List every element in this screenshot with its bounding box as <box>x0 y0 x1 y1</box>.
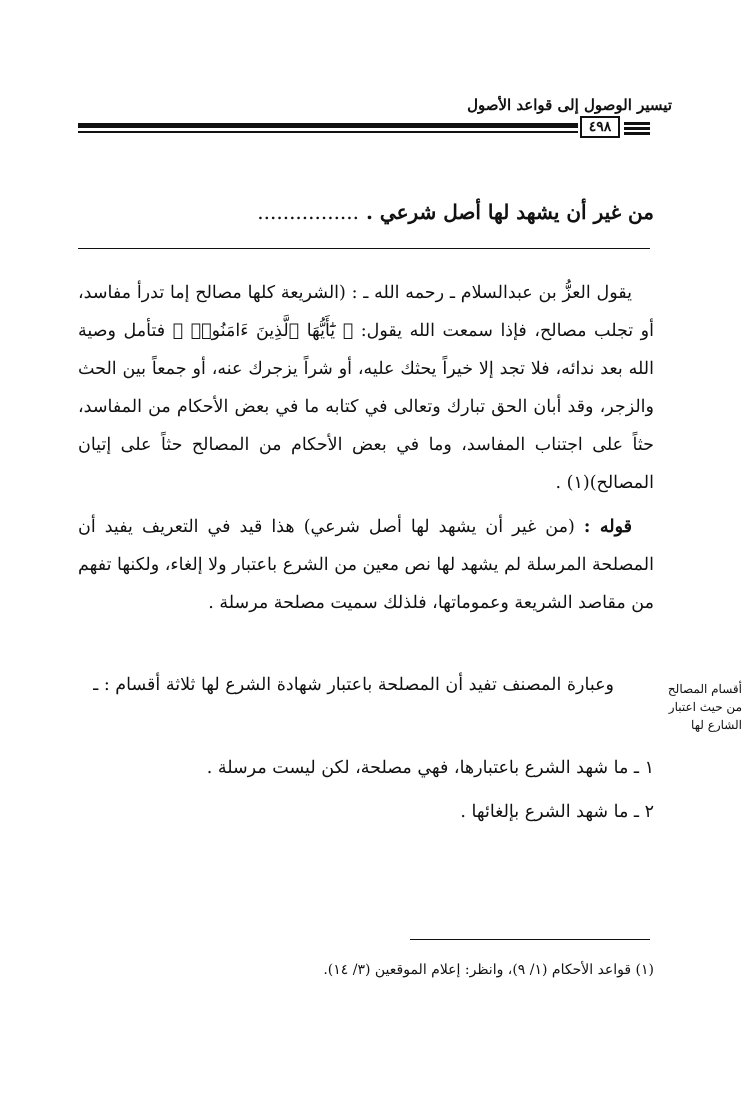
definition-rule <box>78 248 650 249</box>
paragraph-quote: يقول العزُّ بن عبدالسلام ـ رحمه الله ـ : (الشريعة كلها مصالح إما تدرأ مفاسد، أو تجلب مصالح، فإذا سمعت الله يقول: ﴿ يَٰٓأَيُّهَا ٱلَّذِينَ ءَامَنُوا۟ ﴾ فتأمل وصية الله بعد ندائه، فلا تجد إلا خيراً يحثك عليه، أو شراً يزجرك عنه، أو جمعاً بين الحث والزجر، وقد أبان الحق تبارك وتعالى في كتابه ما في بعض الأحكام من المفاسد، حثاً على اجتناب المفاسد، وما في بعض الأحكام من المصالح حثاً على إتيان المصالح)(١) . <box>78 283 654 493</box>
header-rule-thin <box>78 131 578 133</box>
footnote-rule <box>410 939 650 940</box>
margin-note: أقسام المصالح من حيث اعتبار الشارع لها <box>667 682 742 732</box>
definition-line <box>257 200 654 224</box>
page-number-tick <box>624 132 650 135</box>
paragraph-lead: قوله : <box>583 517 632 537</box>
definition-dots: ................ <box>257 200 359 224</box>
header-rule-thick <box>78 123 578 128</box>
list-item: ١ ـ ما شهد الشرع باعتبارها، فهي مصلحة، لكن ليست مرسلة . <box>206 758 654 778</box>
page-number: ٤٩٨ <box>580 116 620 138</box>
paragraph-divisions: وعبارة المصنف تفيد أن المصلحة باعتبار شهادة الشرع لها ثلاثة أقسام : ـ <box>93 675 614 695</box>
paragraph-commentary-text: (من غير أن يشهد لها أصل شرعي) هذا قيد في التعريف يفيد أن المصلحة المرسلة لم يشهد لها نص معين من الشرع باعتبار ولا إلغاء، ولكنها تفهم من مقاصد الشريعة وعموماتها، فلذلك سميت مصلحة مرسلة . <box>78 517 654 613</box>
footnote: (١) قواعد الأحكام (١/ ٩)، وانظر: إعلام الموقعين (٣/ ١٤). <box>323 962 654 978</box>
running-head: تيسير الوصول إلى قواعد الأصول <box>467 96 672 114</box>
page-number-tick <box>624 127 650 130</box>
definition-text: من غير أن يشهد لها أصل شرعي . <box>365 200 654 224</box>
list-item: ٢ ـ ما شهد الشرع بإلغائها . <box>460 802 654 822</box>
page-number-tick <box>624 122 650 125</box>
paragraph-commentary <box>78 508 654 622</box>
